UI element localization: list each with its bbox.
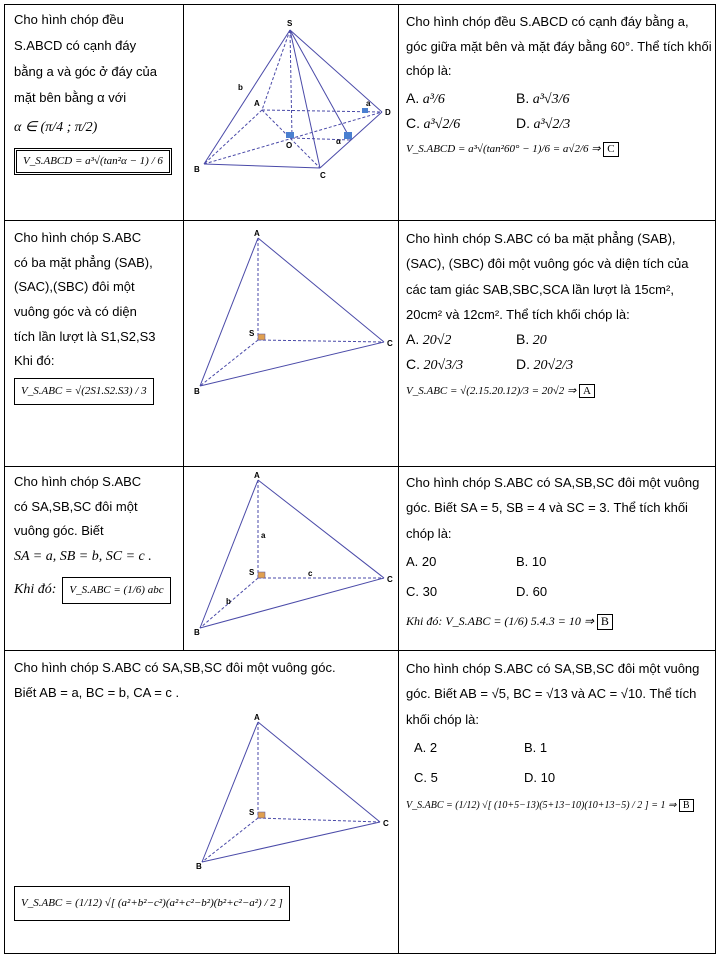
row4-answer: B [679,799,694,812]
row1-right-cell [406,10,712,158]
row1-answer: C [603,142,618,156]
row4-option-c: C. 5 [414,770,438,786]
row1-left-cell [14,10,180,175]
row3-left-line4: SA = a, SB = b, SC = c . [14,549,152,565]
label-B: B [194,387,200,396]
row2-option-b: B. 20 [516,331,547,349]
label-S: S [287,19,293,28]
row1-left-line2: S.ABCD có cạnh đáy [14,38,137,54]
label-alpha: α [336,137,341,146]
row2-formula-box: V_S.ABC = √(2S1.S2.S3) / 3 [14,378,154,405]
row3-left-cell [14,470,180,604]
row3-left-line3: vuông góc. Biết [14,523,104,539]
row4-option-a: A. 2 [414,740,438,756]
label-c: c [308,569,313,578]
label-C: C [387,339,393,348]
row3-left-line1: Cho hình chóp S.ABC [14,474,142,489]
row2-answer: A [579,384,595,398]
label-D: D [385,108,391,117]
row2-left-line2: có ba mặt phẳng (SAB), [14,254,153,270]
row1-left-line1: Cho hình chóp đều [14,12,124,27]
row2-option-a: A. 20√2 [406,331,452,349]
col-divider-2 [398,4,399,954]
row1-option-b: B. a³√3/6 [516,90,570,108]
row3-answer: B [597,614,613,629]
row3-solution-prefix: Khi đó: [406,614,443,629]
label-B: B [196,862,202,871]
label-S: S [249,329,255,338]
row2-option-d: D. 20√2/3 [516,356,574,374]
label-C: C [383,819,389,828]
row1-formula-box: V_S.ABCD = a³√(tan²α − 1) / 6 [14,148,172,175]
row1-option-d: D. a³√2/3 [516,114,571,132]
row2-left-cell [14,226,180,405]
row3-left-line5: Khi đó: [14,581,57,597]
label-b: b [226,597,231,606]
label-S: S [249,808,255,817]
col-divider-1 [183,4,184,650]
row2-left-line6: Khi đó: [14,353,55,369]
row4-left-line2: Biết AB = a, BC = b, CA = c . [14,684,180,700]
row2-pyramid-figure [186,224,396,464]
row2-left-line1: Cho hình chóp S.ABC [14,230,142,245]
row1-option-c: C. a³√2/6 [406,114,461,132]
row3-option-b: B. 10 [516,554,547,570]
row1-pyramid-figure [186,8,396,218]
row3-question: Cho hình chóp S.ABC có SA,SB,SC đôi một vuông góc. Biết SA = 5, SB = 4 và SC = 3. Thể tích khối chóp là: [406,475,700,541]
row1-question: Cho hình chóp đều S.ABCD có cạnh đáy bằng a, góc giữa mặt bên và mặt đáy bằng 60°. Thể tích khối chóp là: [406,14,712,79]
row3-pyramid-figure [186,468,396,648]
row4-left-cell [14,656,394,705]
row3-left-line2: có SA,SB,SC đôi một [14,498,138,514]
row-divider-1 [4,220,716,221]
label-A: A [254,229,260,238]
label-b: b [238,83,243,92]
row4-formula-box: V_S.ABC = (1/12) √[ (a²+b²−c²)(a²+c²−b²)(b²+c²−a²) / 2 ] [14,886,290,921]
row4-question: Cho hình chóp S.ABC có SA,SB,SC đôi một vuông góc. Biết AB = √5, BC = √13 và AC = √10. Thể tích khối chóp là: [406,661,700,727]
label-A: A [254,471,260,480]
row2-question: Cho hình chóp S.ABC có ba mặt phẳng (SAB), (SAC), (SBC) đôi một vuông góc và diện tích của các tam giác SAB,SBC,SCA lần lượt là 15cm², 20cm² và 12cm². Thể tích khối chóp là: [406,231,689,323]
label-O: O [286,141,293,150]
row2-option-c: C. 20√3/3 [406,356,464,374]
label-a: a [261,531,266,540]
row4-formula-cell [14,886,394,921]
label-A: A [254,99,260,108]
row4-right-cell [406,656,712,814]
row3-option-d: D. 60 [516,584,548,600]
row3-formula-box: V_S.ABC = (1/6) abc [62,577,170,604]
label-A: A [254,713,260,722]
row3-option-c: C. 30 [406,584,438,600]
row1-left-line4: mặt bên bằng α với [14,90,127,106]
row4-pyramid-figure [190,712,396,872]
row1-solution: V_S.ABCD = a³√(tan²60° − 1)/6 = a√2/6 ⇒ [406,143,601,156]
row1-left-line5: α ∈ (π/4 ; π/2) [14,119,98,135]
row2-right-cell [406,226,712,400]
row2-left-line5: tích lần lượt là S1,S2,S3 [14,328,156,344]
row4-option-d: D. 10 [524,770,556,786]
label-C: C [320,171,326,180]
row-divider-2 [4,466,716,467]
row2-left-line3: (SAC),(SBC) đôi một [14,279,135,295]
label-a: a [366,99,371,108]
label-S: S [249,568,255,577]
label-B: B [194,628,200,637]
row3-right-cell [406,470,712,631]
row2-solution: V_S.ABC = √(2.15.20.12)/3 = 20√2 ⇒ [406,384,577,397]
row3-option-a: A. 20 [406,554,437,570]
row3-solution: V_S.ABC = (1/6) 5.4.3 = 10 ⇒ [445,614,594,629]
row4-solution: V_S.ABC = (1/12) √[ (10+5−13)(5+13−10)(10+13−5) / 2 ] = 1 ⇒ [406,800,677,812]
row2-left-line4: vuông góc và có diện [14,304,137,320]
row1-left-line3: bằng a và góc ở đáy của [14,64,157,80]
row-divider-3 [4,650,716,651]
label-B: B [194,165,200,174]
row1-option-a: A. a³/6 [406,90,445,108]
label-C: C [387,575,393,584]
row4-left-line1: Cho hình chóp S.ABC có SA,SB,SC đôi một vuông góc. [14,660,336,675]
row4-option-b: B. 1 [524,740,548,756]
